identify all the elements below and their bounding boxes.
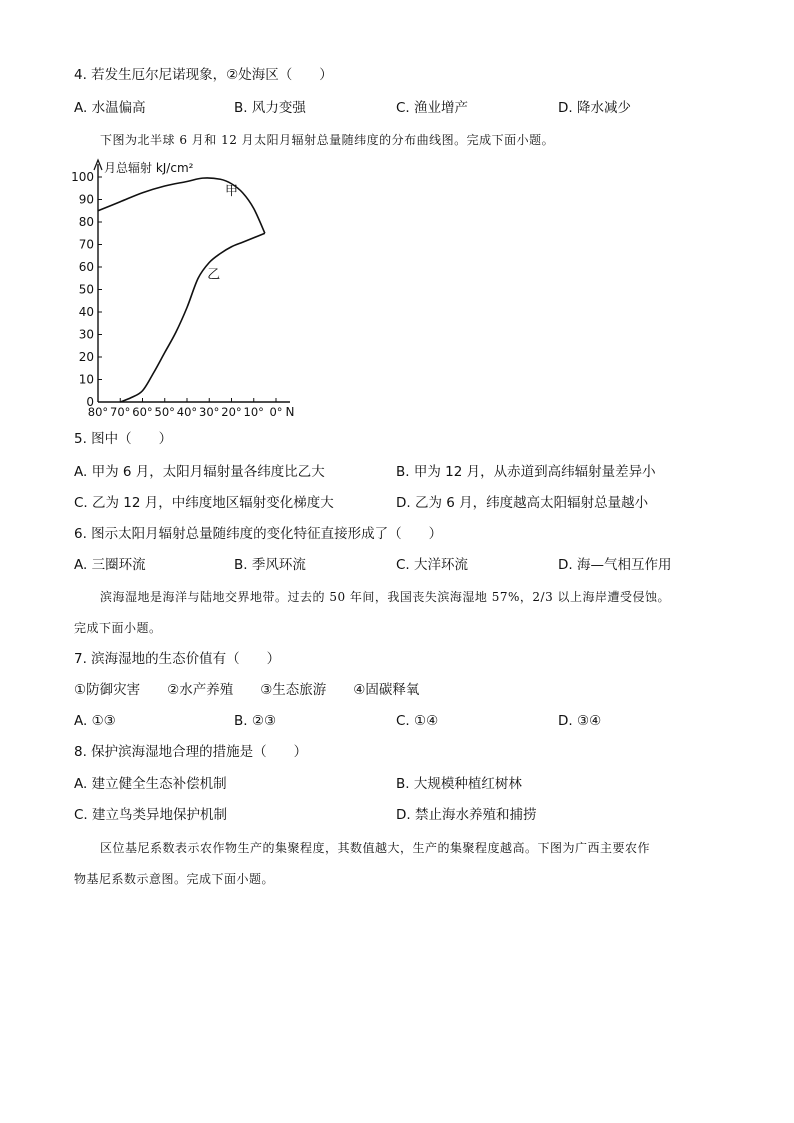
x-tick-label: 0° [269, 405, 283, 419]
q5-option-a: A. 甲为 6 月，太阳月辐射量各纬度比乙大 [74, 464, 325, 480]
q7-option-c: C. ①④ [396, 713, 439, 729]
q6-option-c: C. 大洋环流 [396, 557, 469, 573]
q4-option-b: B. 风力变强 [234, 100, 306, 116]
x-tick-label: 10° [243, 405, 264, 419]
series-label-2: 乙 [207, 267, 221, 283]
intro-gini-line2: 物基尼系数示意图。完成下面小题。 [74, 872, 275, 886]
q8-option-c: C. 建立鸟类异地保护机制 [74, 807, 228, 823]
q7-option-d: D. ③④ [558, 713, 602, 729]
series-line-1 [98, 178, 265, 233]
x-axis-end-label: N [285, 405, 295, 419]
y-tick-label: 10 [78, 372, 94, 387]
q6-stem: 6. 图示太阳月辐射总量随纬度的变化特征直接形成了（ ） [74, 526, 443, 542]
y-tick-label: 60 [78, 260, 94, 274]
y-tick-label: 70 [78, 237, 94, 252]
x-tick-label: 20° [221, 405, 242, 419]
x-tick-label: 50° [154, 405, 175, 419]
q7-items: ①防御灾害 ②水产养殖 ③生态旅游 ④固碳释氧 [74, 682, 420, 698]
y-tick-label: 90 [78, 192, 94, 207]
intro-wetland-line1: 滨海湿地是海洋与陆地交界地带。过去的 50 年间，我国丧失滨海湿地 57%，2/3 以上海岸遭受侵蚀。 [100, 590, 671, 604]
q4-stem: 4. 若发生厄尔尼诺现象，②处海区（ ） [74, 67, 333, 83]
intro-gini-line1: 区位基尼系数表示农作物生产的集聚程度，其数值越大，生产的集聚程度越高。下图为广西主要农作 [100, 841, 651, 855]
y-axis-label: 月总辐射 kJ/cm² [104, 161, 194, 175]
x-tick-label: 30° [199, 405, 220, 419]
y-tick-label: 40 [78, 305, 94, 319]
q4-option-a: A. 水温偏高 [74, 100, 146, 116]
q8-stem: 8. 保护滨海湿地合理的措施是（ ） [74, 744, 308, 760]
q7-stem: 7. 滨海湿地的生态价值有（ ） [74, 651, 281, 667]
y-tick-label: 30 [78, 327, 94, 342]
q6-option-d: D. 海—气相互作用 [558, 557, 672, 573]
q4-option-d: D. 降水减少 [558, 100, 631, 116]
x-tick-label: 80° [87, 405, 109, 419]
q6-option-b: B. 季风环流 [234, 557, 306, 573]
y-tick-label: 100 [71, 170, 94, 184]
q8-option-a: A. 建立健全生态补偿机制 [74, 776, 227, 792]
x-tick-label: 60° [132, 405, 153, 419]
y-tick-label: 0 [86, 395, 94, 409]
q4-option-c: C. 渔业增产 [396, 100, 469, 116]
series-label-1: 甲 [224, 184, 239, 199]
q5-stem: 5. 图中（ ） [74, 431, 173, 447]
x-tick-label: 40° [176, 405, 198, 419]
y-tick-label: 50 [78, 282, 94, 297]
radiation-latitude-chart [60, 154, 310, 424]
q7-option-b: B. ②③ [234, 713, 277, 729]
q6-option-a: A. 三圈环流 [74, 557, 146, 573]
intro-wetland-line2: 完成下面小题。 [74, 621, 162, 635]
q5-option-b: B. 甲为 12 月，从赤道到高纬辐射量差异小 [396, 464, 656, 480]
y-tick-label: 80 [78, 215, 94, 229]
x-tick-label: 70° [110, 405, 131, 419]
q7-option-a: A. ①③ [74, 713, 116, 729]
q5-option-d: D. 乙为 6 月，纬度越高太阳辐射总量越小 [396, 495, 649, 511]
y-tick-label: 20 [78, 350, 94, 364]
q8-option-b: B. 大规模种植红树林 [396, 776, 522, 792]
intro-radiation-chart: 下图为北半球 6 月和 12 月太阳月辐射总量随纬度的分布曲线图。完成下面小题。 [100, 133, 555, 147]
q5-option-c: C. 乙为 12 月，中纬度地区辐射变化梯度大 [74, 495, 334, 511]
series-line-2 [120, 233, 265, 402]
q8-option-d: D. 禁止海水养殖和捕捞 [396, 807, 537, 823]
